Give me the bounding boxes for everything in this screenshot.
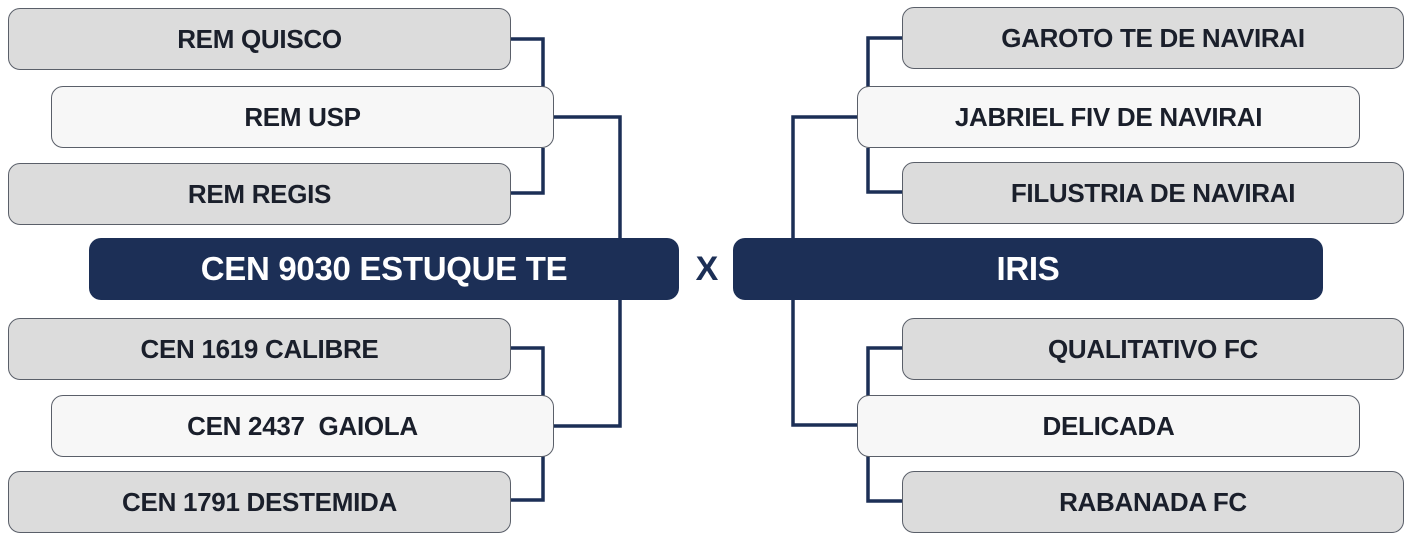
team-rem-regis: REM REGIS	[8, 163, 511, 225]
connector-right-bottom-1	[868, 348, 902, 396]
connector-right-top-main	[793, 117, 857, 240]
team-rabanada-fc: RABANADA FC	[902, 471, 1404, 533]
team-cen-1619-calibre: CEN 1619 CALIBRE	[8, 318, 511, 380]
team-rem-quisco: REM QUISCO	[8, 8, 511, 70]
connector-right-bottom-main	[793, 300, 857, 425]
team-rem-usp: REM USP	[51, 86, 554, 148]
team-garoto-te-de-navirai: GAROTO TE DE NAVIRAI	[902, 7, 1404, 69]
team-cen-2437-gaiola: CEN 2437 GAIOLA	[51, 395, 554, 457]
team-filustria-de-navirai: FILUSTRIA DE NAVIRAI	[902, 162, 1404, 224]
connector-left-top-main	[554, 117, 620, 240]
connector-right-bottom-3	[868, 456, 902, 501]
connector-left-bottom-main	[554, 300, 620, 426]
connector-left-bottom-3	[511, 456, 543, 500]
right-main-team: IRIS	[733, 238, 1323, 300]
team-cen-1791-destemida: CEN 1791 DESTEMIDA	[8, 471, 511, 533]
connector-left-bottom-1	[511, 348, 543, 396]
connector-right-top-3	[868, 148, 902, 192]
team-jabriel-fiv-de-navirai: JABRIEL FIV DE NAVIRAI	[857, 86, 1360, 148]
connector-left-top-1	[511, 39, 543, 87]
team-qualitativo-fc: QUALITATIVO FC	[902, 318, 1404, 380]
versus-label: X	[695, 249, 719, 288]
left-main-team: CEN 9030 ESTUQUE TE	[89, 238, 679, 300]
connector-left-top-3	[511, 148, 543, 193]
team-delicada: DELICADA	[857, 395, 1360, 457]
connector-right-top-1	[868, 38, 902, 87]
